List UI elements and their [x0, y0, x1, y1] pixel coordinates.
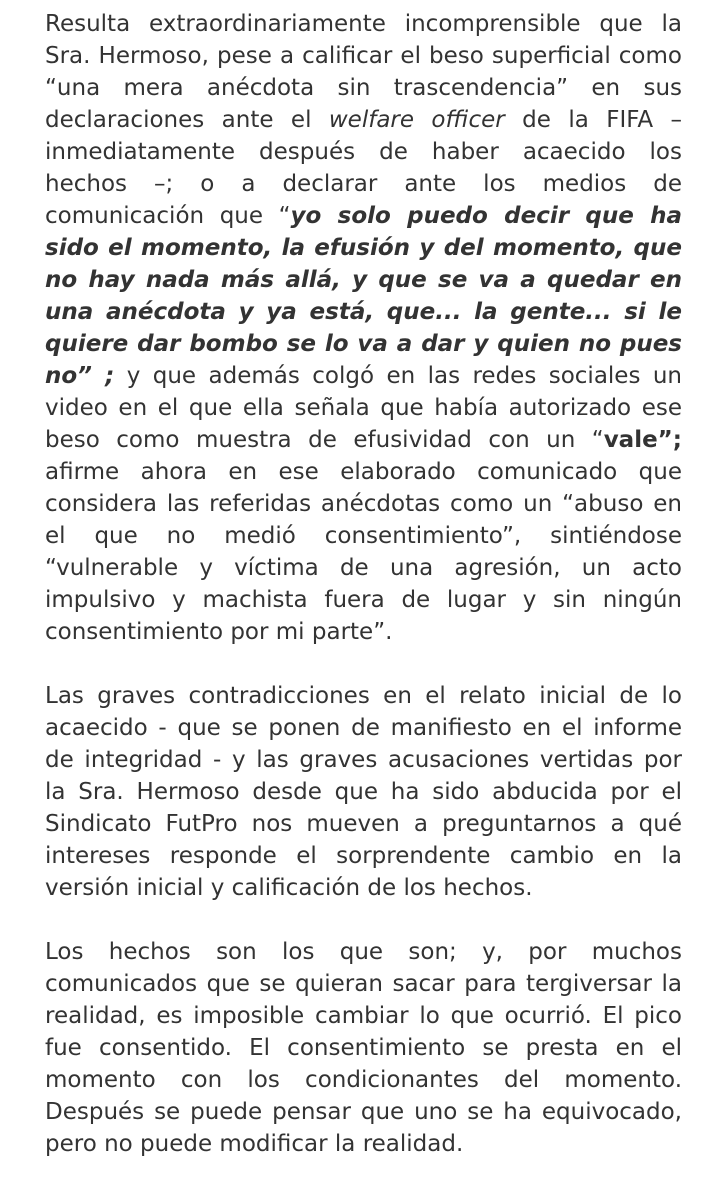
paragraph-1-text-d: afirme ahora en ese elaborado comunicado que considera las referidas anécdotas como un “abuso en el que no medió consentimiento”, sintiéndose “vulnerable y víctima de una agresión, un acto impulsivo y machista fuera de lugar y sin ningún consentimiento por mi parte”. [45, 459, 682, 645]
paragraph-1-text-c: y que además colgó en las redes sociales un video en el que ella señala que había autorizado ese beso como muestra de efusividad con un “ [45, 363, 683, 453]
paragraph-1 [45, 8, 682, 648]
paragraph-3: Los hechos son los que son; y, por muchos comunicados que se quieran sacar para tergiversar la realidad, es imposible cambiar lo que ocurrió. El pico fue consentido. El consentimiento se presta en el momento con los condicionantes del momento. Después se puede pensar que uno se ha equivocado, pero no puede modificar la realidad. [45, 939, 682, 1157]
hermoso-quote: yo solo puedo decir que ha sido el momento, la efusión y del momento, que no hay nada más allá, y que se va a quedar en una anécdota y ya está, que... la gente... si le quiere dar bombo se lo va a dar y quien no pues no” ; [45, 203, 682, 389]
vale-quote: vale”; [603, 427, 682, 453]
paragraph-1-text-a: Resulta extraordinariamente incomprensible que la Sra. Hermoso, pese a calificar el beso superficial como “una mera anécdota sin trascendencia” en sus declaraciones ante el [45, 11, 682, 133]
welfare-officer-term: welfare officer [328, 107, 505, 133]
paragraph-2: Las graves contradicciones en el relato inicial de lo acaecido - que se ponen de manifiesto en el informe de integridad - y las graves acusaciones vertidas por la Sra. Hermoso desde que ha sido abducida por el Sindicato FutPro nos mueven a preguntarnos a qué intereses responde el sorprendente cambio en la versión inicial y calificación de los hechos. [45, 683, 682, 901]
paragraph-1-text-b: de la FIFA – inmediatamente después de haber acaecido los hechos –; o a declarar ante los medios de comunicación que “ [45, 107, 682, 229]
